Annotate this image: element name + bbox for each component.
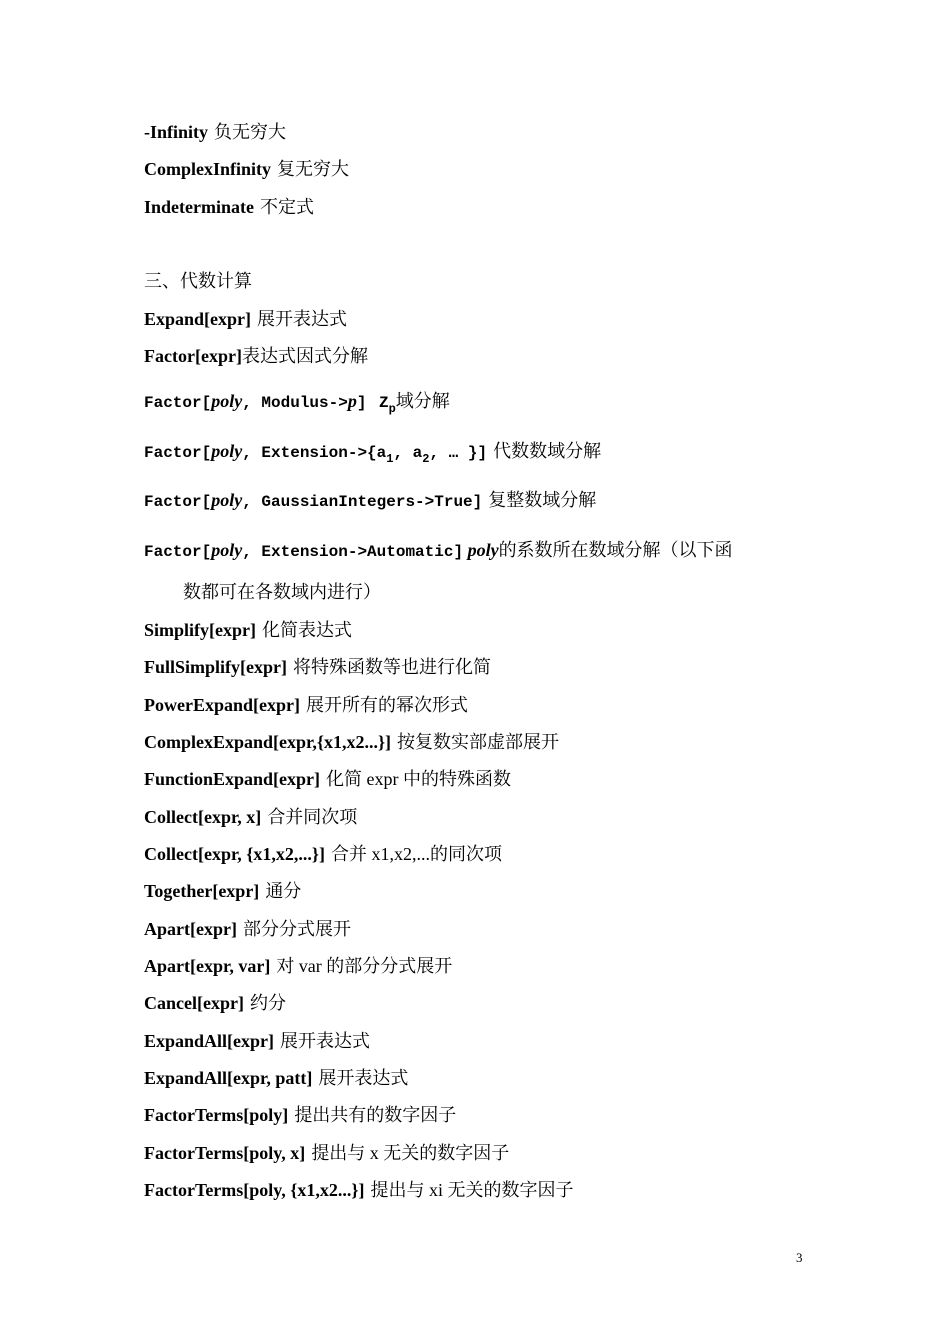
function-name: Expand[expr]	[144, 309, 252, 329]
function-name: Indeterminate	[144, 197, 254, 217]
entry-apart	[144, 917, 850, 941]
entry-infinity	[144, 120, 850, 144]
entry-expand	[144, 307, 850, 331]
function-desc: 复无穷大	[277, 159, 350, 179]
entry-simplify	[144, 618, 850, 642]
function-desc: 的系数所在数域分解（以下函	[498, 540, 733, 560]
entry-apart-var	[144, 954, 850, 978]
function-desc: 按复数实部虚部展开	[397, 732, 560, 752]
code-arg-2: poly	[467, 540, 499, 560]
entry-expandall	[144, 1029, 850, 1053]
code-prefix: Factor[	[144, 493, 212, 511]
function-desc: 代数数域分解	[493, 441, 602, 461]
function-desc: 提出与 xi 无关的数字因子	[370, 1180, 574, 1200]
code-p: p	[347, 391, 357, 411]
function-desc: 通分	[265, 881, 302, 901]
function-name: Collect[expr, x]	[144, 807, 262, 827]
function-desc: 域分解	[395, 391, 450, 411]
entry-factor-automatic-continued: 数都可在各数域内进行）	[183, 582, 381, 602]
function-name: FunctionExpand[expr]	[144, 769, 321, 789]
function-name: Factor[expr]	[144, 346, 242, 366]
code-suffix: , … }]	[429, 444, 488, 462]
entry-fullsimplify	[144, 655, 850, 679]
function-desc: 化简 expr 中的特殊函数	[326, 769, 512, 789]
function-name: Apart[expr]	[144, 919, 237, 939]
function-desc: 部分分式展开	[242, 919, 351, 939]
function-name: FactorTerms[poly]	[144, 1105, 289, 1125]
function-desc: 不定式	[259, 197, 314, 217]
page-number: 3	[796, 1250, 803, 1265]
function-desc: 展开表达式	[280, 1031, 371, 1051]
entry-factor-gaussian	[144, 488, 850, 514]
function-name: -Infinity	[144, 122, 209, 142]
code-suffix: ]	[356, 394, 367, 412]
function-desc: 合并同次项	[267, 807, 358, 827]
entry-expandall-patt	[144, 1066, 850, 1090]
subscript-1: 1	[386, 452, 394, 466]
subscript-2: 2	[422, 452, 430, 466]
function-name: PowerExpand[expr]	[144, 695, 300, 715]
entry-complexexpand	[144, 730, 850, 754]
function-name: Together[expr]	[144, 881, 260, 901]
code-arg: poly	[211, 490, 243, 510]
entry-factor-extension	[144, 439, 850, 471]
function-name: FullSimplify[expr]	[144, 657, 287, 677]
function-name: ComplexExpand[expr,{x1,x2...}]	[144, 732, 392, 752]
z-symbol: Z	[378, 394, 389, 412]
function-name: Simplify[expr]	[144, 620, 256, 640]
entry-cancel	[144, 991, 850, 1015]
code-arg: poly	[211, 441, 243, 461]
code-prefix: Factor[	[144, 394, 212, 412]
entry-factor-automatic	[144, 538, 850, 564]
z-subscript: p	[388, 402, 396, 416]
entry-together	[144, 879, 850, 903]
entry-factorterms-multi	[144, 1178, 850, 1202]
entry-complex-infinity	[144, 157, 850, 181]
function-desc: 提出与 x 无关的数字因子	[311, 1143, 510, 1163]
function-desc: 对 var 的部分分式展开	[276, 956, 453, 976]
function-name: FactorTerms[poly, {x1,x2...}]	[144, 1180, 365, 1200]
code-arg: poly	[211, 391, 243, 411]
entry-factor	[144, 344, 850, 368]
section-title: 三、代数计算	[144, 271, 252, 291]
function-desc: 约分	[249, 993, 286, 1013]
entry-factor-modulus	[144, 389, 850, 421]
entry-collect	[144, 805, 850, 829]
code-mid: , Modulus->	[242, 394, 348, 412]
entry-indeterminate	[144, 195, 850, 219]
code-prefix: Factor[	[144, 543, 212, 561]
entry-functionexpand	[144, 767, 850, 791]
entry-collect-multi	[144, 842, 850, 866]
function-desc: 合并 x1,x2,...的同次项	[330, 844, 502, 864]
entry-factorterms-x	[144, 1141, 850, 1165]
code-prefix: Factor[	[144, 444, 212, 462]
function-name: Cancel[expr]	[144, 993, 244, 1013]
function-name: Collect[expr, {x1,x2,...}]	[144, 844, 325, 864]
code-suffix: , GaussianIntegers->True]	[242, 493, 483, 511]
function-desc: 复整数域分解	[488, 490, 597, 510]
entry-powerexpand	[144, 693, 850, 717]
function-name: Apart[expr, var]	[144, 956, 271, 976]
function-name: ExpandAll[expr]	[144, 1031, 275, 1051]
function-desc: 将特殊函数等也进行化简	[293, 657, 491, 677]
function-desc: 展开表达式	[318, 1068, 409, 1088]
entry-factorterms	[144, 1103, 850, 1127]
function-desc: 提出共有的数字因子	[294, 1105, 457, 1125]
function-name: ExpandAll[expr, patt]	[144, 1068, 313, 1088]
function-desc: 展开所有的幂次形式	[306, 695, 468, 715]
function-name: ComplexInfinity	[144, 159, 272, 179]
code-arg: poly	[211, 540, 243, 560]
code-suffix: , Extension->Automatic]	[242, 543, 464, 561]
function-desc: 展开表达式	[257, 309, 348, 329]
function-desc: 表达式因式分解	[241, 346, 368, 366]
function-desc: 负无穷大	[214, 122, 287, 142]
function-name: FactorTerms[poly, x]	[144, 1143, 306, 1163]
function-desc: 化简表达式	[262, 620, 352, 640]
code-mid2: , a	[393, 444, 423, 462]
code-mid: , Extension->{a	[242, 444, 387, 462]
